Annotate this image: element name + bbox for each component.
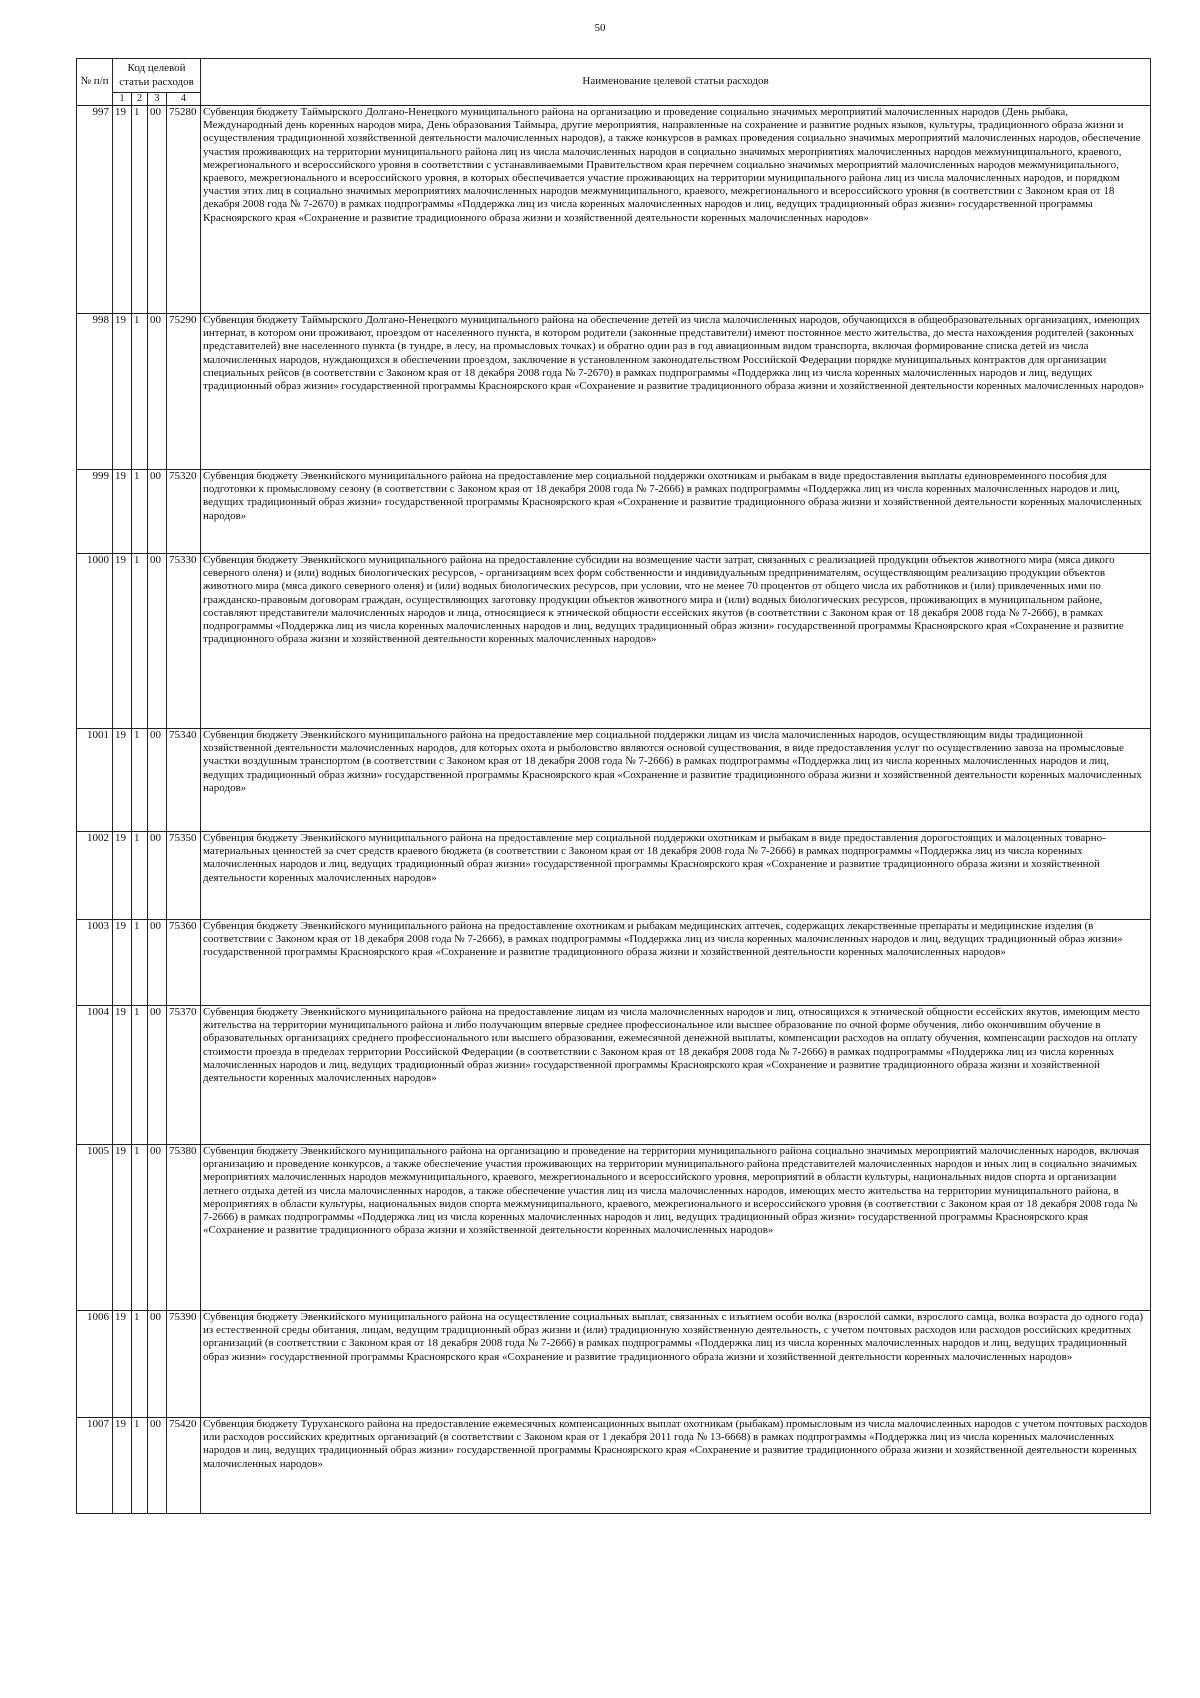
code-4: 75280 — [167, 106, 201, 314]
table-row — [77, 832, 1151, 920]
code-2: 1 — [132, 1418, 148, 1514]
expenditure-name: Субвенция бюджету Таймырского Долгано-Ненецкого муниципального района на обеспечение детей из числа малочисленных народов, обучающихся в общеобразовательных организациях, имеющих интернат, в котором они проживают, проездом от населенного пункта, в котором родители (законные представители) имеют постоянное место жительства, до места нахождения родителей (законных представителей) вне населенного пункта (в тундре, в лесу, на промысловых точках) и обратно один раз в год авиационным видом транспорта, включая формирование списка детей из числа малочисленных народов, нуждающихся в обеспечении проездом, заключение в установленном законодательством Российской Федерации порядке муниципальных контрактов для организации специальных рейсов (в соответствии с Законом края от 18 декабря 2008 года № 7-2670) в рамках подпрограммы «Поддержка лиц из числа коренных малочисленных народов и лиц, ведущих традиционный образ жизни» государственной программы Красноярского края «Сохранение и развитие традиционного образа жизни и хозяйственной деятельности коренных малочисленных народов» — [201, 314, 1151, 470]
code-2: 1 — [132, 1311, 148, 1418]
expenditure-name: Субвенция бюджету Эвенкийского муниципального района на предоставление субсидии на возмещение части затрат, связанных с реализацией продукции объектов животного мира (мяса дикого северного оленя) и (или) водных биологических ресурсов, - организациям всех форм собственности и индивидуальным предпринимателям, осуществляющим реализацию продукции объектов животного мира (мяса дикого северного оленя) и (или) водных биологических ресурсов, при условии, что не менее 70 процентов от общего числа их работников и (или) привлеченных ими по гражданско-правовым договорам граждан, осуществляющих заготовку продукции объектов животного мира и (или) водных биологических ресурсов, проживающих в муниципальном районе, составляют представители малочисленных народов и лица, относящиеся к этнической общности ессейских якутов (в соответствии с Законом края от 18 декабря 2008 года № 7-2666), в рамках подпрограммы «Поддержка лиц из числа коренных малочисленных народов и лиц, ведущих традиционный образ жизни» государственной программы Красноярского края «Сохранение и развитие традиционного образа жизни и хозяйственной деятельности коренных малочисленных народов» — [201, 554, 1151, 729]
table-row — [77, 470, 1151, 554]
code-2: 1 — [132, 554, 148, 729]
code-1: 19 — [113, 470, 132, 554]
expenditure-name: Субвенция бюджету Эвенкийского муниципального района на предоставление охотникам и рыбакам медицинских аптечек, содержащих лекарственные препараты и медицинские изделия (в соответствии с Законом края от 18 декабря 2008 года № 7-2666), в рамках подпрограммы «Поддержка лиц из числа коренных малочисленных народов и лиц, ведущих традиционный образ жизни» государственной программы Красноярского края «Сохранение и развитие традиционного образа жизни и хозяйственной деятельности коренных малочисленных народов» — [201, 920, 1151, 1006]
row-number: 997 — [77, 106, 113, 314]
code-4: 75360 — [167, 920, 201, 1006]
expenditure-name: Субвенция бюджету Эвенкийского муниципального района на предоставление мер социальной поддержки охотникам и рыбакам в виде предоставления выплаты единовременного пособия для подготовки к промысловому сезону (в соответствии с Законом края от 18 декабря 2008 года № 7-2666) в рамках подпрограммы «Поддержка лиц из числа коренных малочисленных народов и лиц, ведущих традиционный образ жизни» государственной программы Красноярского края «Сохранение и развитие традиционного образа жизни и хозяйственной деятельности коренных малочисленных народов» — [201, 470, 1151, 554]
code-4: 75370 — [167, 1006, 201, 1145]
table-row — [77, 1418, 1151, 1514]
code-4: 75320 — [167, 470, 201, 554]
row-number: 1002 — [77, 832, 113, 920]
code-4: 75350 — [167, 832, 201, 920]
table-row — [77, 1006, 1151, 1145]
code-1: 19 — [113, 729, 132, 832]
code-1: 19 — [113, 832, 132, 920]
code-3: 00 — [148, 729, 167, 832]
code-2: 1 — [132, 314, 148, 470]
expenditure-name: Субвенция бюджету Таймырского Долгано-Ненецкого муниципального района на организацию и проведение социально значимых мероприятий малочисленных народов (День рыбака, Международный день коренных народов мира, День образования Таймыра, другие мероприятия, направленные на сохранение и развитие родных языков, культуры, традиционного образа жизни и осуществления традиционной хозяйственной деятельности малочисленных народов), а также конкурсов в рамках проведения социально значимых мероприятий малочисленных народов, обеспечение участия проживающих на территории муниципального района лиц из числа малочисленных народов в социально значимых мероприятиях малочисленных народов межмуниципального, краевого, межрегионального и всероссийского уровня в соответствии с устанавливаемыми Правительством края перечнем социально значимых мероприятий малочисленных народов межмуниципального, краевого, межрегионального и всероссийского уровня, в которых обеспечивается участие проживающих на территории муниципального района лиц из числа малочисленных народов, и порядком участия этих лиц в социально значимых мероприятиях малочисленных народов межмуниципального, краевого, межрегионального и всероссийского уровня (в соответствии с Законом края от 18 декабря 2008 года № 7-2670) в рамках подпрограммы «Поддержка лиц из числа коренных малочисленных народов и лиц, ведущих традиционный образ жизни» государственной программы Красноярского края «Сохранение и развитие традиционного образа жизни и хозяйственной деятельности коренных малочисленных народов» — [201, 106, 1151, 314]
row-number: 1004 — [77, 1006, 113, 1145]
row-number: 1000 — [77, 554, 113, 729]
target-expenditure-table — [76, 58, 1151, 1514]
code-2: 1 — [132, 920, 148, 1006]
header-sub-1: 1 — [113, 93, 132, 106]
code-4: 75380 — [167, 1145, 201, 1311]
code-1: 19 — [113, 1311, 132, 1418]
header-sub-2: 2 — [132, 93, 148, 106]
row-number: 1007 — [77, 1418, 113, 1514]
expenditure-name: Субвенция бюджету Эвенкийского муниципального района на предоставление мер социальной поддержки охотникам и рыбакам в виде предоставления дорогостоящих и малоценных товарно-материальных ценностей за счет средств краевого бюджета (в соответствии с Законом края от 18 декабря 2008 года № 7-2666) в рамках подпрограммы «Поддержка лиц из числа коренных малочисленных народов и лиц, ведущих традиционный образ жизни» государственной программы Красноярского края «Сохранение и развитие традиционного образа жизни и хозяйственной деятельности коренных малочисленных народов» — [201, 832, 1151, 920]
code-4: 75290 — [167, 314, 201, 470]
row-number: 998 — [77, 314, 113, 470]
code-2: 1 — [132, 832, 148, 920]
row-number: 1006 — [77, 1311, 113, 1418]
code-1: 19 — [113, 1418, 132, 1514]
table-row — [77, 729, 1151, 832]
row-number: 999 — [77, 470, 113, 554]
code-3: 00 — [148, 470, 167, 554]
expenditure-name: Субвенция бюджету Эвенкийского муниципального района на осуществление социальных выплат, связанных с изъятием особи волка (взрослой самки, взрослого самца, волка возраста до одного года) из естественной среды обитания, лицам, ведущим традиционный образ жизни и (или) традиционную хозяйственную деятельность, с учетом почтовых расходов или расходов российских кредитных организаций (в соответствии с Законом края от 18 декабря 2008 года № 7-2666) в рамках подпрограммы «Поддержка лиц из числа коренных малочисленных народов и лиц, ведущих традиционный образ жизни» государственной программы Красноярского края «Сохранение и развитие традиционного образа жизни и хозяйственной деятельности коренных малочисленных народов» — [201, 1311, 1151, 1418]
row-number: 1003 — [77, 920, 113, 1006]
expenditure-name: Субвенция бюджету Туруханского района на предоставление ежемесячных компенсационных выплат охотникам (рыбакам) промысловым из числа малочисленных народов с учетом почтовых расходов или расходов российских кредитных организаций (в соответствии с Законом края от 1 декабря 2011 года № 13-6668) в рамках подпрограммы «Поддержка лиц из числа коренных малочисленных народов и лиц, ведущих традиционный образ жизни» государственной программы Красноярского края «Сохранение и развитие традиционного образа жизни и хозяйственной деятельности коренных малочисленных народов» — [201, 1418, 1151, 1514]
header-code: Код целевой статьи расходов — [113, 59, 201, 93]
table-row — [77, 554, 1151, 729]
code-3: 00 — [148, 1006, 167, 1145]
code-2: 1 — [132, 106, 148, 314]
code-4: 75340 — [167, 729, 201, 832]
code-3: 00 — [148, 920, 167, 1006]
code-3: 00 — [148, 554, 167, 729]
code-1: 19 — [113, 314, 132, 470]
page-number: 50 — [594, 22, 606, 34]
code-4: 75420 — [167, 1418, 201, 1514]
code-2: 1 — [132, 470, 148, 554]
code-2: 1 — [132, 729, 148, 832]
code-3: 00 — [148, 106, 167, 314]
code-2: 1 — [132, 1145, 148, 1311]
table-row — [77, 920, 1151, 1006]
code-1: 19 — [113, 106, 132, 314]
row-number: 1001 — [77, 729, 113, 832]
code-3: 00 — [148, 832, 167, 920]
header-sub-4: 4 — [167, 93, 201, 106]
expenditure-name: Субвенция бюджету Эвенкийского муниципального района на предоставление лицам из числа малочисленных народов и лиц, относящихся к этнической общности ессейских якутов, имеющим место жительства на территории муниципального района и либо получающим впервые среднее профессиональное или высшее образование по очной форме обучения, либо окончившим обучение в образовательных организациях среднего профессионального или высшего образования, ежемесячной денежной выплаты, компенсации расходов на оплату обучения, компенсации расходов на оплату стоимости проезда в пределах территории Российской Федерации (в соответствии с Законом края от 18 декабря 2008 года № 7-2666) в рамках подпрограммы «Поддержка лиц из числа коренных малочисленных народов и лиц, ведущих традиционный образ жизни» государственной программы Красноярского края «Сохранение и развитие традиционного образа жизни и хозяйственной деятельности коренных малочисленных народов» — [201, 1006, 1151, 1145]
code-4: 75390 — [167, 1311, 201, 1418]
header-row-number: № п/п — [77, 59, 113, 106]
table-body — [77, 106, 1151, 1514]
table-row — [77, 1145, 1151, 1311]
code-1: 19 — [113, 1145, 132, 1311]
header-name: Наименование целевой статьи расходов — [201, 59, 1151, 106]
row-number: 1005 — [77, 1145, 113, 1311]
code-3: 00 — [148, 314, 167, 470]
code-3: 00 — [148, 1311, 167, 1418]
code-3: 00 — [148, 1418, 167, 1514]
code-4: 75330 — [167, 554, 201, 729]
table-row — [77, 106, 1151, 314]
code-1: 19 — [113, 920, 132, 1006]
header-sub-3: 3 — [148, 93, 167, 106]
code-1: 19 — [113, 554, 132, 729]
table-row — [77, 1311, 1151, 1418]
code-3: 00 — [148, 1145, 167, 1311]
table-row — [77, 314, 1151, 470]
code-2: 1 — [132, 1006, 148, 1145]
expenditure-name: Субвенция бюджету Эвенкийского муниципального района на предоставление мер социальной поддержки лицам из числа малочисленных народов, осуществляющим виды традиционной хозяйственной деятельности малочисленных народов, для которых охота и рыболовство являются основой существования, в виде предоставления услуг по осуществлению завоза на промысловые участки воздушным транспортом (в соответствии с Законом края от 18 декабря 2008 года № 7-2666) в рамках подпрограммы «Поддержка лиц из числа коренных малочисленных народов и лиц, ведущих традиционный образ жизни» государственной программы Красноярского края «Сохранение и развитие традиционного образа жизни и хозяйственной деятельности коренных малочисленных народов» — [201, 729, 1151, 832]
code-1: 19 — [113, 1006, 132, 1145]
expenditure-name: Субвенция бюджету Эвенкийского муниципального района на организацию и проведение на территории муниципального района социально значимых мероприятий малочисленных народов, включая организацию и проведение конкурсов, а также обеспечение участия проживающих на территории муниципального района представителей малочисленных народов и иных лиц в социально значимых мероприятиях малочисленных народов межмуниципального, краевого, межрегионального и всероссийского уровня, мероприятий в области культуры, национальных видов спорта и организации летнего отдыха детей из числа малочисленных народов, а также обеспечение участия лиц из числа малочисленных народов, имеющих место жительства на территории муниципального района, в мероприятиях в области культуры, национальных видов спорта межмуниципального, краевого, межрегионального и всероссийского уровня (в соответствии с Законом края от 18 декабря 2008 года № 7-2666) в рамках подпрограммы «Поддержка лиц из числа коренных малочисленных народов и лиц, ведущих традиционный образ жизни» государственной программы Красноярского края «Сохранение и развитие традиционного образа жизни и хозяйственной деятельности коренных малочисленных народов» — [201, 1145, 1151, 1311]
